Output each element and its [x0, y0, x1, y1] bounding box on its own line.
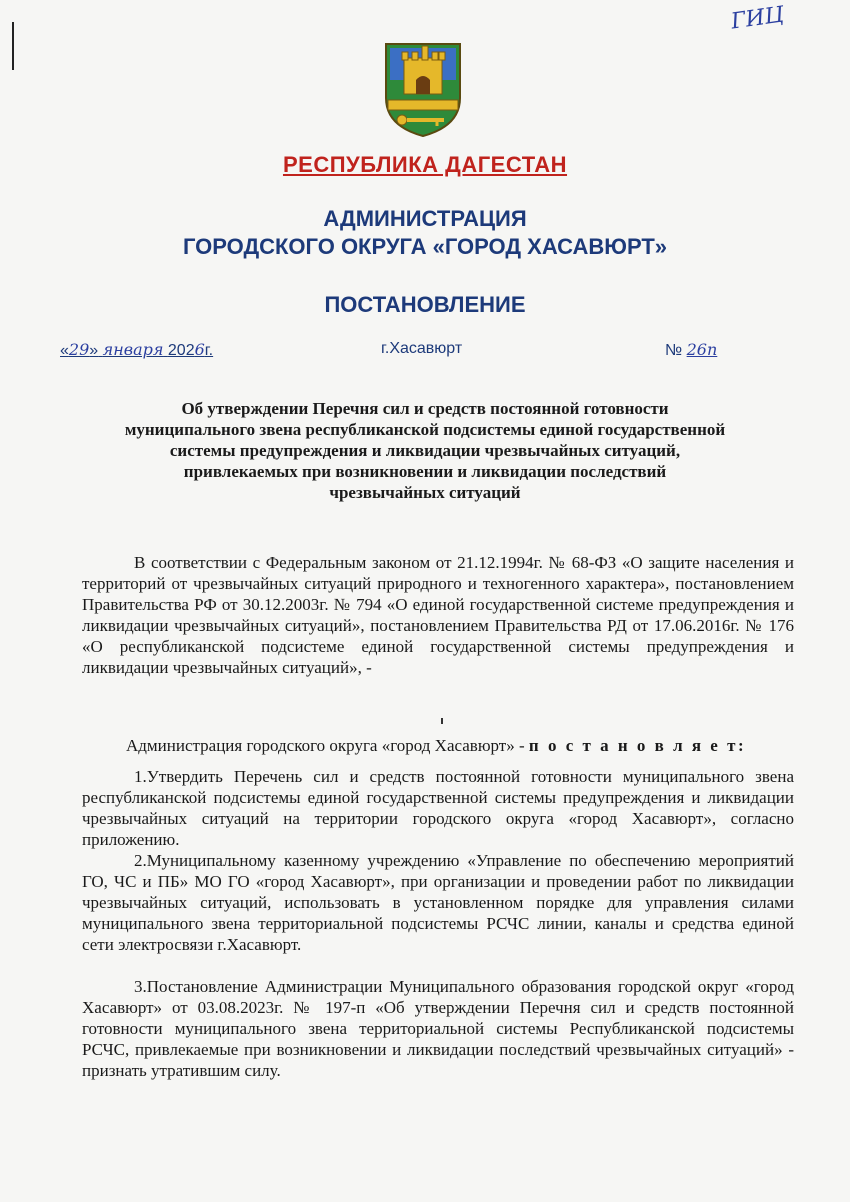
corner-handwritten-note: ГИЦ — [729, 2, 786, 35]
decree-date — [60, 340, 213, 360]
date-day: 29 — [68, 340, 90, 359]
decree-subject — [60, 398, 790, 503]
date-month: января — [102, 340, 164, 359]
subject-line: системы предупреждения и ликвидации чрезвычайных ситуаций, — [169, 441, 681, 460]
preamble-paragraph: В соответствии с Федеральным законом от 21.12.1994г. № 68-ФЗ «О защите населения и территорий от чрезвычайных ситуаций природного и техногенного характера», постановлением Правительства РФ от 30.12.2003г. № 794 «О единой государственной системе предупреждения и ликвидации чрезвычайных ситуаций», постановлением Правительства РД от 17.06.2016г. № 176 «О республиканской подсистеме единой государственной системы предупреждения и ликвидации чрезвычайных ситуаций», - — [82, 553, 794, 677]
resolution-word: п о с т а н о в л я е т: — [528, 736, 747, 755]
document-type: ПОСТАНОВЛЕНИЕ — [324, 292, 526, 317]
ink-mark — [441, 718, 443, 724]
coat-of-arms-icon — [382, 40, 464, 138]
date-year-letter: г. — [204, 342, 214, 359]
item-paragraph-2: 2.Муниципальному казенному учреждению «Управление по обеспечению мероприятий ГО, ЧС и ПБ» МО ГО «город Хасавюрт», при организации и проведении работ по ликвидации чрезвычайных ситуаций, использовать в установленном порядке для управления силами муниципального звена территориальной подсистемы РСЧС линии, каналы и средства единой сети электросвязи г.Хасавюрт. — [82, 851, 794, 954]
dateline — [60, 340, 780, 364]
date-close-quote: » — [89, 342, 99, 359]
resolution-intro: Администрация городского округа «город Хасавюрт» - — [126, 736, 529, 755]
republic-title: РЕСПУБЛИКА ДАГЕСТАН — [282, 152, 568, 177]
administration-line-2: ГОРОДСКОГО ОКРУГА «ГОРОД ХАСАВЮРТ» — [182, 234, 668, 259]
subject-line: чрезвычайных ситуаций — [329, 483, 521, 502]
date-open-quote: « — [60, 342, 69, 359]
date-year-prefix: 202 — [167, 342, 195, 359]
number-value: 26п — [686, 340, 718, 359]
date-year-suffix: 6 — [194, 340, 205, 359]
administration-title — [0, 205, 850, 261]
decree-number — [665, 340, 717, 360]
resolution-line — [82, 735, 794, 756]
item-paragraph-3: 3.Постановление Администрации Муниципального образования городской округ «город Хасавюрт» от 03.08.2023г. № 197-п «Об утверждении Перечня сил и средств постоянной готовности муниципального звена территориальной системы Республиканской подсистемы РСЧС, привлекаемые при возникновении и ликвидации последствий чрезвычайных ситуаций» - признать утратившим силу. — [82, 977, 794, 1080]
decree-city: г.Хасавюрт — [381, 340, 463, 357]
administration-line-1: АДМИНИСТРАЦИЯ — [323, 206, 527, 231]
item-paragraph-1: 1.Утвердить Перечень сил и средств постоянной готовности муниципального звена республиканской подсистемы единой государственной системы предупреждения и ликвидации чрезвычайных ситуаций на территории городского округа «город Хасавюрт», согласно приложению. — [82, 767, 794, 849]
number-label: № — [665, 342, 683, 359]
subject-line: Об утверждении Перечня сил и средств постоянной готовности — [181, 399, 669, 418]
margin-mark — [12, 22, 14, 70]
subject-line: привлекаемых при возникновении и ликвидации последствий — [183, 462, 667, 481]
subject-line: муниципального звена республиканской подсистемы единой государственной — [124, 420, 726, 439]
